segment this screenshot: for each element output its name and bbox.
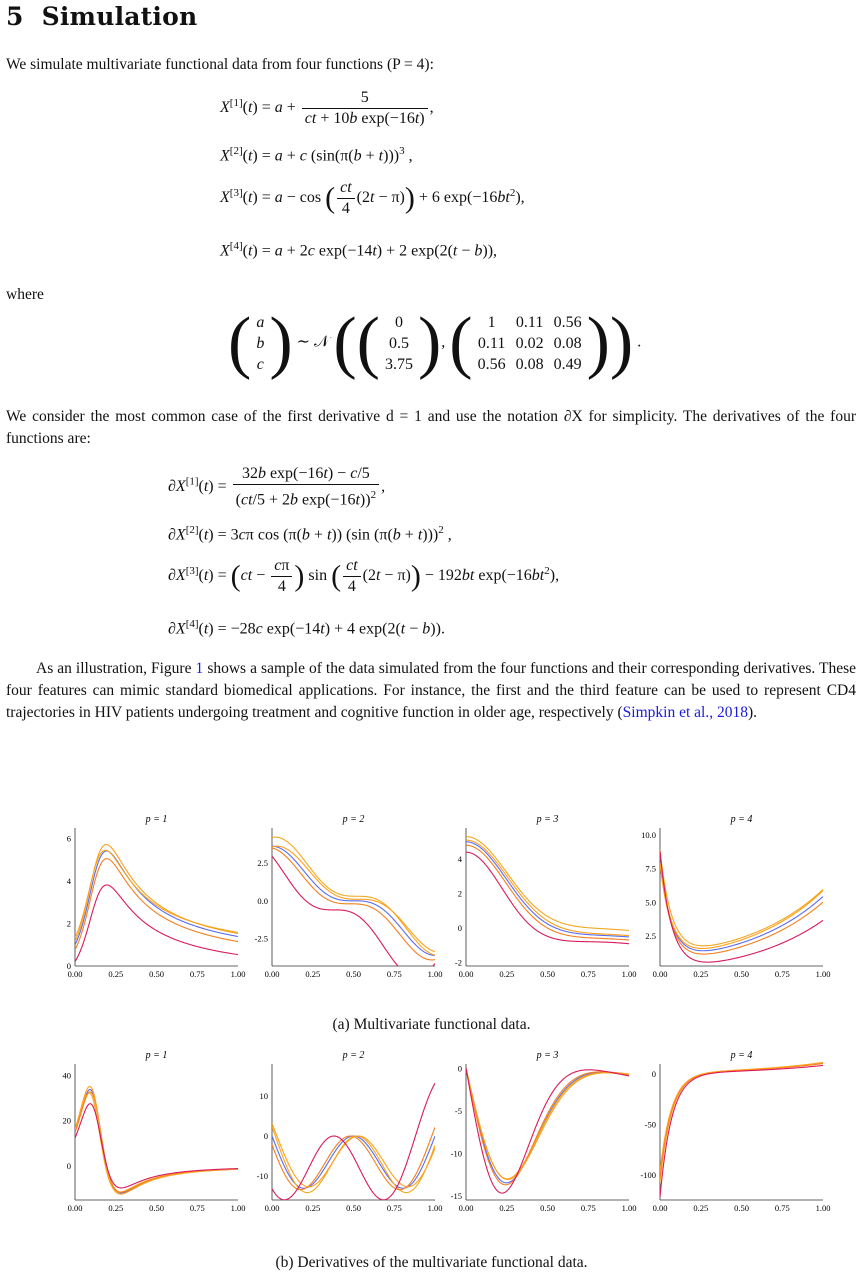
section-heading [6,2,197,31]
y-tick-label: 0 [66,1161,71,1171]
distribution-equation: ( a b c ) ∼ 𝒩 (( 0 0.5 3.75 ), ( 1 0.11 0.56 0.11 0.02 0.08 0.56 0.08 0.49 )) . [228,304,642,381]
cov-entry: 0.11 [477,334,506,352]
equation-dx1: ∂X[1](t) = $\frac{\text{32b exp(−16t) − c/5}}{(ct/5 + 2b \exp(-16t))^2}$ , [168,465,386,509]
series-line [272,837,435,955]
series-line [466,1068,629,1193]
series-line [660,1063,823,1183]
series-line [75,859,238,950]
x-tick-label: 0.75 [189,1203,205,1213]
y-tick-label: 0 [457,923,462,934]
y-tick-label: -10 [256,1171,268,1181]
x-tick-label: 0.50 [734,1203,749,1213]
x-tick-label: 0.75 [580,969,596,979]
y-tick-label: 2 [457,888,462,899]
x-tick-label: 0.25 [499,1203,515,1213]
y-tick-label: -10 [450,1148,462,1159]
cov-entry: 0.49 [553,355,582,373]
mean-entry: 3.75 [384,355,413,373]
subplot-title: p = 4 [730,1050,753,1061]
intro-paragraph: We simulate multivariate functional data from four functions (P = 4): [6,56,434,73]
x-tick-label: 1.00 [621,1203,637,1213]
series-line [75,850,238,937]
illustration-paragraph [6,658,856,724]
x-tick-label: 0.75 [580,1203,596,1213]
y-tick-label: 2.5 [645,931,656,942]
y-tick-label: -5 [454,1105,462,1116]
y-tick-label: 0 [457,1063,462,1074]
x-tick-label: 0.50 [540,1203,555,1213]
section-number: 5 [6,2,24,31]
cov-entry: 0.56 [553,313,582,331]
y-tick-label: 4 [66,876,71,887]
subplot-title: p = 1 [145,1050,168,1061]
subplot-title: p = 2 [342,814,365,825]
x-tick-label: 0.25 [305,969,321,979]
series-line [660,850,823,946]
subplot [67,814,246,979]
series-line [272,1136,435,1188]
series-line [660,1062,823,1171]
subplot [257,1050,443,1213]
y-tick-label: 0.0 [257,895,268,906]
subplot [63,1050,246,1213]
mean-entry: 0 [394,313,403,331]
y-tick-label: -100 [640,1169,656,1180]
x-tick-label: 1.00 [427,969,443,979]
series-line [272,856,435,976]
x-tick-label: 0.00 [458,969,474,979]
x-tick-label: 0.75 [386,1203,402,1213]
cov-entry: 0.02 [515,334,544,352]
figure-panel-b [0,1042,863,1222]
equation-x1: X[1](t) = a + $\frac{5}{\text{ct + 10b exp(−16t)}}$ , [220,89,434,127]
y-tick-label: 5.0 [645,897,656,908]
cov-entry: 0.08 [515,355,544,373]
equation-dx2: ∂X[2](t) = 3cπ cos (π(b + t)) (sin (π(b + t)))$^2$ , [168,524,452,544]
cov-entry: 0.56 [477,355,506,373]
y-tick-label: -50 [644,1119,656,1130]
citation-link[interactable]: Simpkin et al., 2018 [622,704,748,721]
series-line [75,885,238,962]
cov-entry: 0.08 [553,334,582,352]
x-tick-label: 1.00 [621,969,637,979]
x-tick-label: 1.00 [230,969,246,979]
y-tick-label: 10.0 [641,829,656,840]
para3-text-2: shows a sample of the data simulated from the four functions and their corresponding derivatives. These four features can mimic standard biomedical applications. For instance, the first and the third feature can be used to represent CD4 trajectories in HIV patients undergoing treatment and cognitive function in older age, respectively ( [6,660,857,721]
equation-x4: X[4](t) = a + 2c exp(−14t) + 2 exp(2(t − b)), [220,240,498,260]
x-tick-label: 0.25 [499,969,515,979]
y-tick-label: 20 [62,1115,71,1126]
subplot [255,814,443,979]
y-tick-label: -2.5 [254,933,268,944]
x-tick-label: 0.75 [189,969,205,979]
series-line [466,852,629,944]
x-tick-label: 0.25 [108,1203,124,1213]
equation-dx3: ∂X[3](t) = (ct − $\frac{c\pi}{4}$ ) sin ( $\frac{ct}{4}$ (2t − π)) − 192bt $\exp(-16bt^2)$, [168,557,560,595]
figure-link[interactable]: 1 [195,660,204,677]
subplot [455,814,637,979]
subplot [641,814,830,979]
x-tick-label: 0.00 [652,969,668,979]
series-line [466,1068,629,1185]
x-tick-label: 0.50 [346,969,361,979]
series-line [466,837,629,931]
series-line [660,1063,823,1174]
x-tick-label: 0.00 [67,1203,83,1213]
subplot-title: p = 3 [536,814,559,825]
series-line [466,842,629,937]
y-tick-label: 2 [66,918,71,929]
series-line [272,846,435,955]
equation-x2: X[2](t) = a + c $(\sin(\pi(b + t)))^3$ , [220,145,413,165]
para3-text-3: ). [747,704,757,721]
x-tick-label: 0.25 [693,969,709,979]
caption-a: (a) Multivariate functional data. [332,1016,531,1033]
x-tick-label: 1.00 [815,969,831,979]
y-tick-label: 6 [66,833,71,844]
x-tick-label: 0.00 [67,969,83,979]
subplot-title: p = 2 [342,1050,365,1061]
y-tick-label: 0 [651,1069,656,1080]
x-tick-label: 0.50 [149,1203,164,1213]
series-line [75,1104,238,1188]
cov-entry: 1 [487,313,496,331]
x-tick-label: 0.75 [774,969,790,979]
subplot-title: p = 3 [536,1050,559,1061]
mean-entry: 0.5 [388,334,409,352]
derivatives-intro: We consider the most common case of the first derivative d = 1 and use the notation ∂X for simplicity. The derivatives of the four functions are: [6,408,856,447]
subplot [451,1050,637,1213]
y-tick-label: 10 [259,1091,268,1101]
cov-entry: 0.11 [515,313,544,331]
y-tick-label: 0 [263,1131,268,1141]
x-tick-label: 0.25 [108,969,124,979]
series-line [272,1124,435,1187]
x-tick-label: 0.50 [149,969,164,979]
para3-text-1: As an illustration, Figure [36,660,192,677]
y-tick-label: -2 [454,957,462,968]
y-tick-label: 40 [62,1070,71,1081]
where-label: where [6,286,44,303]
x-tick-label: 0.50 [540,969,555,979]
caption-b: (b) Derivatives of the multivariate functional data. [275,1254,588,1271]
x-tick-label: 0.25 [305,1203,321,1213]
x-tick-label: 1.00 [815,1203,831,1213]
y-tick-label: 2.5 [257,857,268,868]
x-tick-label: 0.50 [734,969,749,979]
y-tick-label: -15 [450,1190,462,1201]
subplot-title: p = 4 [730,814,753,825]
series-line [466,840,629,936]
x-tick-label: 0.00 [458,1203,474,1213]
x-tick-label: 1.00 [427,1203,443,1213]
x-tick-label: 0.75 [386,969,402,979]
x-tick-label: 1.00 [230,1203,246,1213]
y-tick-label: 0 [66,961,71,971]
series-line [660,851,823,962]
series-line [272,848,435,960]
series-line [660,1064,823,1177]
x-tick-label: 0.50 [346,1203,361,1213]
subplot-title: p = 1 [145,814,168,825]
section-title: Simulation [41,2,198,31]
y-tick-label: 4 [457,854,462,865]
series-line [466,845,629,940]
equation-dx4: ∂X[4](t) = −28c exp(−14t) + 4 exp(2(t − b)). [168,618,445,638]
x-tick-label: 0.00 [652,1203,668,1213]
y-tick-label: 7.5 [645,863,656,874]
figure-panel-a [0,806,863,1006]
series-line [75,1093,238,1192]
subplot [640,1050,830,1213]
x-tick-label: 0.00 [264,1203,280,1213]
equation-x3: X[3](t) = a − cos ( $\frac{ct}{4}$ (2t − π)) + 6 $\exp(-16bt^2)$, [220,179,525,217]
x-tick-label: 0.25 [693,1203,709,1213]
x-tick-label: 0.00 [264,969,280,979]
x-tick-label: 0.75 [774,1203,790,1213]
